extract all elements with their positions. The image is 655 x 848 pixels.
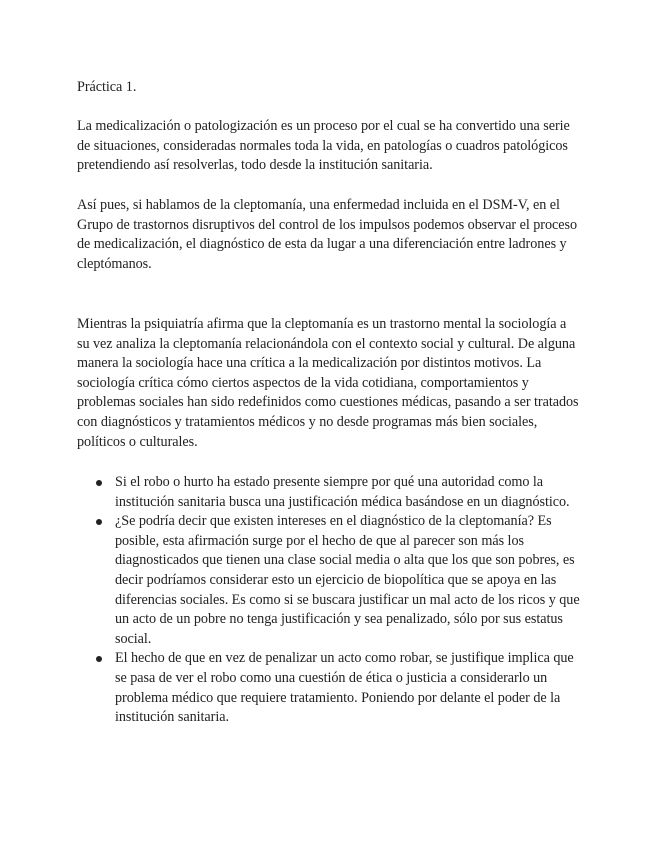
bullet-dot-icon (96, 656, 102, 662)
bullet-text: El hecho de que en vez de penalizar un acto como robar, se justifique implica que se pasa de ver el robo como una cuestión de ética o justicia a considerarlo un problema médico que requiere tratamiento. Poniendo por delante el poder de la institución sanitaria. (115, 650, 574, 726)
bullet-text: ¿Se podría decir que existen intereses en el diagnóstico de la cleptomanía? Es posible, esta afirmación surge por el hecho de que al parecer son más los diagnosticados que tienen una clase social media o alta que los que son pobres, es decir podríamos considerar esto un ejercicio de biopolítica que se apoya en las diferencias sociales. Es como si se buscara justificar un mal acto de los ricos y que un acto de un pobre no tenga justificación y sea penalizado, sólo por sus estatus social. (115, 513, 580, 647)
bullet-dot-icon (96, 480, 102, 486)
paragraph-medicalizacion: La medicalización o patologización es un proceso por el cual se ha convertido una serie de situaciones, consideradas normales toda la vida, en patologías o cuadros patológicos pretendiendo así resolverlas, todo desde la institución sanitaria. (77, 118, 570, 174)
list-item (77, 512, 587, 649)
bullet-text: Si el robo o hurto ha estado presente siempre por qué una autoridad como la institución sanitaria busca una justificación médica basándose en un diagnóstico. (115, 474, 570, 510)
paragraph-cleptomania: Así pues, si hablamos de la cleptomanía, una enfermedad incluida en el DSM-V, en el Grupo de trastornos disruptivos del control de los impulsos podemos observar el proceso de medicalización, el diagnóstico de esta da lugar a una diferenciación entre ladrones y cleptómanos. (77, 197, 578, 272)
list-item (77, 473, 587, 512)
paragraph-sociologia: Mientras la psiquiatría afirma que la cleptomanía es un trastorno mental la sociología a su vez analiza la cleptomanía relacionándola con el contexto social y cultural. De alguna manera la sociología hace una crítica a la medicalización por distintos motivos. La sociología crítica cómo ciertos aspectos de la vida cotidiana, comportamientos y problemas sociales han sido redefinidos como cuestiones médicas, pasando a ser tratados con diagnósticos y tratamientos médicos y no desde programas más bien sociales, políticos o culturales. (77, 316, 579, 450)
list-item (77, 649, 587, 727)
bullet-list (77, 473, 587, 728)
document-title: Práctica 1. (77, 79, 137, 95)
bullet-dot-icon (96, 519, 102, 525)
